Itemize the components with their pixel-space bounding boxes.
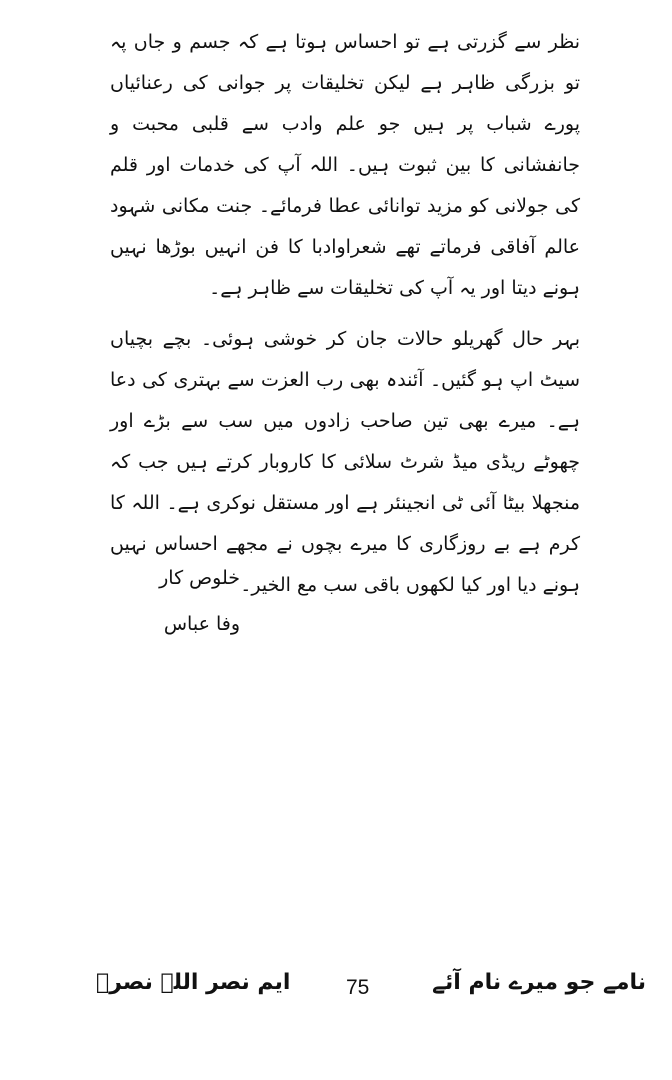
closing-signature: وفا عباس <box>163 613 240 635</box>
letter-paragraph-2: بہر حال گھریلو حالات جان کر خوشی ہوئی۔ بچے بچیاں سیٹ اپ ہو گئیں۔ آئندہ بھی رب العزت سے بہتری کی دعا ہے۔ میرے بھی تین صاحب زادوں میں سب سے بڑے اور چھوٹے ریڈی میڈ شرٹ سلائی کا کاروبار کرتے ہیں جب کہ منجھلا بیٹا آئی ٹی انجینئر ہے اور مستقل نوکری ہے۔ اللہ کا کرم ہے بے روزگاری کا میرے بچوں نے مجھے احساس نہیں ہونے دیا اور کیا لکھوں باقی سب مع الخیر۔ <box>110 328 580 596</box>
footer-book-title: نامے جو میرے نام آئے <box>432 970 646 995</box>
page-number: 75 <box>346 976 370 999</box>
letter-paragraph-1: نظر سے گزرتی ہے تو احساس ہوتا ہے کہ جسم و جاں پہ تو بزرگی ظاہر ہے لیکن تخلیقات پر جوانی کی رعنائیاں پورے شباب پر ہیں جو علم وادب سے قلبی محبت و جانفشانی کا بین ثبوت ہیں۔ اللہ آپ کی خدمات اور قلم کی جولانی کو مزید توانائی عطا فرمائے۔ جنت مکانی شہود عالم آفاقی فرماتے تھے شعراوادبا کا فن انہیں بوڑھا نہیں ہونے دیتا اور یہ آپ کی تخلیقات سے ظاہر ہے۔ <box>110 31 580 299</box>
footer-author: ایم نصر اللہ نصرؔ <box>96 970 291 995</box>
closing-salutation: خلوص کار <box>159 567 240 589</box>
page-footer <box>0 960 672 1020</box>
letter-closing <box>110 555 240 647</box>
letter-body <box>110 22 580 606</box>
